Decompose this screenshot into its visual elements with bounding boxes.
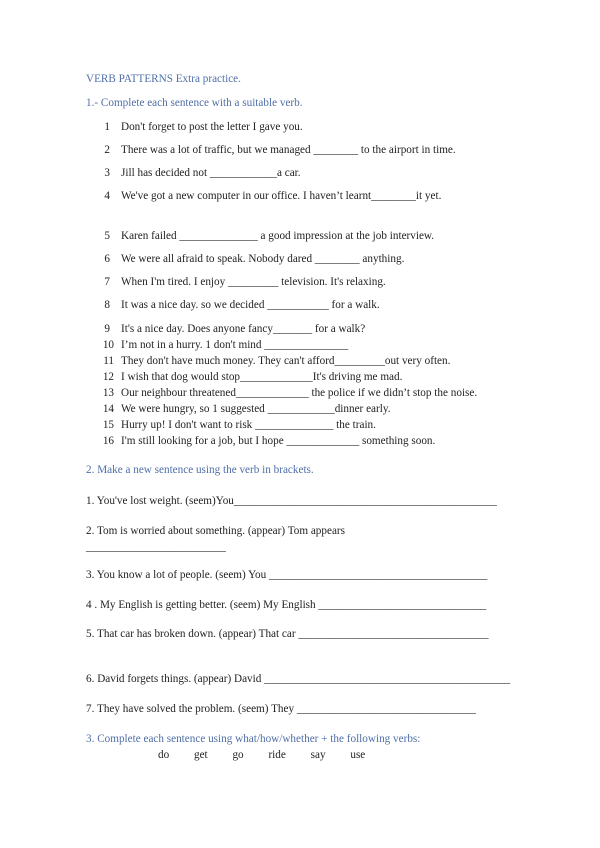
item-sentence: I’m not in a hurry. 1 don't mind _______________ (121, 339, 349, 351)
verb-list (158, 748, 387, 762)
item-sentence: We were all afraid to speak. Nobody dared ________ anything. (121, 253, 405, 265)
item-number: 11 (103, 355, 114, 367)
section1-heading: 1.- Complete each sentence with a suitable verb. (86, 97, 303, 109)
item-number: 6 (104, 253, 110, 265)
item-sentence: I'm still looking for a job, but I hope _____________ something soon. (121, 435, 436, 447)
item-number: 12 (102, 371, 114, 383)
item-sentence: It was a nice day. so we decided ___________ for a walk. (121, 299, 380, 311)
rewrite-sentence: 3. You know a lot of people. (seem) You _______________________________________ (86, 569, 488, 581)
section3-heading: 3. Complete each sentence using what/how/whether + the following verbs: (86, 733, 421, 745)
item-number: 4 (104, 190, 110, 202)
section2-heading: 2. Make a new sentence using the verb in brackets. (86, 464, 314, 476)
verb-item: get (193, 749, 208, 761)
item-sentence: We've got a new computer in our office. I haven’t learnt________it yet. (121, 190, 442, 202)
verb-item: use (350, 749, 366, 761)
rewrite-sentence: 5. That car has broken down. (appear) That car __________________________________ (86, 628, 489, 640)
item-number: 2 (104, 144, 110, 156)
item-number: 16 (102, 435, 114, 447)
rewrite-sentence: 6. David forgets things. (appear) David ____________________________________________ (86, 673, 511, 685)
item-number: 10 (102, 339, 114, 351)
rewrite-sentence: 7. They have solved the problem. (seem) They ________________________________ (86, 703, 476, 715)
item-sentence: It's a nice day. Does anyone fancy_______ for a walk? (121, 323, 366, 335)
item-number: 15 (102, 419, 114, 431)
item-number: 14 (102, 403, 114, 415)
item-number: 13 (102, 387, 114, 399)
rewrite-sentence: 2. Tom is worried about something. (appear) Tom appears (86, 525, 345, 537)
item-sentence: I wish that dog would stop_____________It's driving me mad. (121, 371, 403, 383)
item-number: 7 (104, 276, 110, 288)
item-sentence: Hurry up! I don't want to risk ______________ the train. (121, 419, 376, 431)
item-sentence: We were hungry, so 1 suggested ____________dinner early. (121, 403, 391, 415)
rewrite-answer-line: _________________________ (86, 541, 226, 553)
item-sentence: They don't have much money. They can't afford_________out very often. (121, 355, 451, 367)
rewrite-sentence: 4 . My English is getting better. (seem) My English ______________________________ (86, 599, 487, 611)
item-sentence: There was a lot of traffic, but we managed ________ to the airport in time. (121, 144, 456, 156)
item-sentence: Our neighbour threatened_____________ the police if we didn’t stop the noise. (121, 387, 478, 399)
verb-item: say (310, 749, 326, 761)
item-number: 9 (104, 323, 110, 335)
item-number: 3 (104, 167, 110, 179)
item-number: 1 (104, 121, 110, 133)
item-sentence: When I'm tired. I enjoy _________ television. It's relaxing. (121, 276, 386, 288)
item-sentence: Don't forget to post the letter I gave you. (121, 121, 303, 133)
worksheet-title: VERB PATTERNS Extra practice. (86, 73, 241, 85)
rewrite-sentence: 1. You've lost weight. (seem)You_______________________________________________ (86, 495, 497, 507)
item-number: 5 (104, 230, 110, 242)
verb-item: do (158, 749, 170, 761)
item-sentence: Jill has decided not ____________a car. (121, 167, 301, 179)
verb-item: ride (268, 749, 286, 761)
item-number: 8 (104, 299, 110, 311)
item-sentence: Karen failed ______________ a good impression at the job interview. (121, 230, 435, 242)
verb-item: go (232, 749, 244, 761)
